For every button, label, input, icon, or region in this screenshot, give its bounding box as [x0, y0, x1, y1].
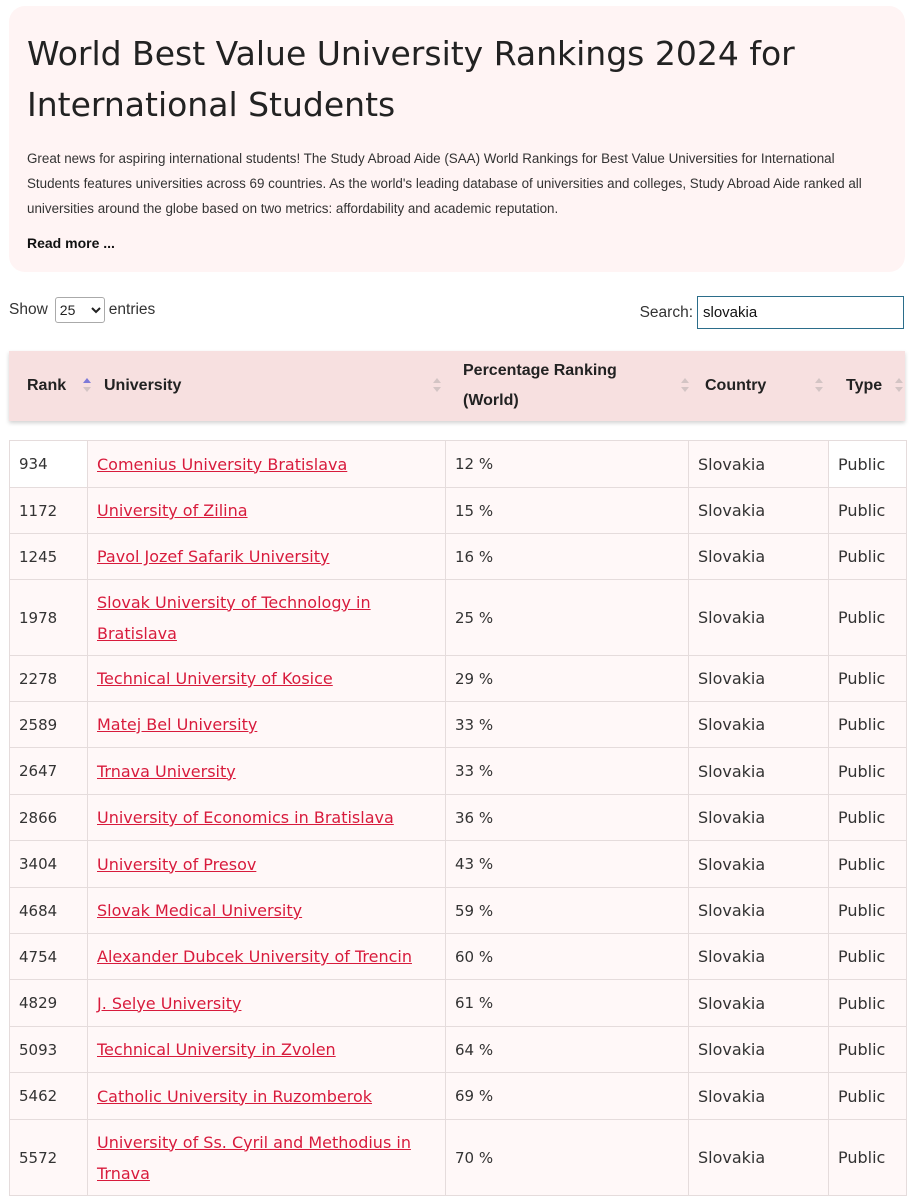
percentage-cell — [445, 1027, 688, 1072]
rank-cell — [10, 841, 87, 887]
table-row — [10, 1120, 906, 1196]
country-value: Slovakia — [698, 854, 766, 874]
university-cell — [87, 580, 445, 655]
rank-cell — [10, 1120, 87, 1195]
rank-cell — [10, 980, 87, 1026]
rank-cell — [10, 441, 87, 487]
university-link[interactable]: Slovak University of Technology in Bratislava — [97, 592, 371, 643]
country-value: Slovakia — [698, 993, 766, 1013]
search-control — [640, 296, 904, 329]
table-row — [10, 980, 906, 1027]
rank-cell — [10, 934, 87, 979]
type-value: Public — [838, 1040, 886, 1059]
university-link[interactable]: Pavol Jozef Safarik University — [97, 547, 330, 566]
table-row — [10, 656, 906, 702]
rank-cell — [10, 488, 87, 533]
rank-cell — [10, 1073, 87, 1119]
search-label: Search: — [639, 303, 693, 321]
type-cell — [828, 1120, 906, 1195]
university-cell — [87, 1027, 445, 1072]
university-link[interactable]: Comenius University Bratislava — [97, 454, 348, 474]
header-university-label: University — [104, 377, 182, 394]
header-country[interactable] — [705, 351, 823, 421]
percentage-value: 33 % — [455, 715, 494, 734]
rank-value: 4684 — [19, 901, 58, 920]
percentage-value: 25 % — [455, 608, 494, 627]
percentage-value: 33 % — [455, 762, 494, 780]
percentage-value: 59 % — [455, 901, 494, 920]
country-cell — [688, 841, 828, 887]
type-cell — [828, 795, 906, 840]
percentage-value: 43 % — [455, 855, 494, 873]
rank-cell — [10, 1027, 87, 1072]
sort-icon — [815, 378, 823, 394]
rank-value: 2278 — [19, 669, 58, 688]
university-link[interactable]: Alexander Dubcek University of Trencin — [97, 947, 412, 966]
type-value: Public — [838, 854, 886, 874]
country-cell — [688, 1073, 828, 1119]
page-title: World Best Value University Rankings 2024 for International Students — [27, 34, 795, 124]
rank-value: 934 — [19, 455, 48, 473]
type-cell — [828, 934, 906, 979]
rank-value: 4829 — [19, 994, 58, 1012]
header-rank-label: Rank — [27, 377, 67, 394]
type-value: Public — [838, 501, 886, 520]
type-value: Public — [838, 669, 886, 688]
header-percentage-label — [463, 356, 617, 416]
type-cell — [828, 580, 906, 655]
country-cell — [688, 888, 828, 933]
university-cell — [87, 841, 445, 887]
entries-select[interactable] — [55, 297, 105, 323]
type-cell — [828, 702, 906, 747]
percentage-cell — [445, 980, 688, 1026]
rank-cell — [10, 748, 87, 794]
university-link[interactable]: University of Presov — [97, 854, 257, 874]
country-cell — [688, 534, 828, 579]
type-value: Public — [838, 947, 886, 966]
country-value: Slovakia — [698, 947, 766, 966]
intro-panel — [9, 6, 905, 272]
show-label: Show — [9, 301, 48, 318]
rank-value: 1172 — [19, 501, 58, 520]
rank-value: 4754 — [19, 947, 58, 966]
table-row — [10, 488, 906, 534]
type-cell — [828, 841, 906, 887]
university-cell — [87, 656, 445, 701]
percentage-cell — [445, 580, 688, 655]
percentage-cell — [445, 441, 688, 487]
country-cell — [688, 580, 828, 655]
country-cell — [688, 934, 828, 979]
type-value: Public — [838, 1086, 886, 1106]
type-value: Public — [838, 1148, 886, 1167]
table-row — [10, 795, 906, 841]
header-university[interactable] — [104, 351, 441, 421]
type-cell — [828, 488, 906, 533]
rank-value: 2647 — [19, 762, 58, 780]
country-cell — [688, 702, 828, 747]
percentage-cell — [445, 1073, 688, 1119]
table-row — [10, 934, 906, 980]
percentage-cell — [445, 702, 688, 747]
country-value: Slovakia — [698, 715, 766, 734]
university-link[interactable]: University of Ss. Cyril and Methodius in Trnava — [97, 1132, 411, 1183]
university-cell — [87, 441, 445, 487]
university-cell — [87, 748, 445, 794]
percentage-value: 69 % — [455, 1087, 494, 1105]
country-cell — [688, 748, 828, 794]
country-value: Slovakia — [698, 901, 766, 920]
country-cell — [688, 656, 828, 701]
table-row — [10, 1027, 906, 1073]
table-row — [10, 748, 906, 795]
university-cell — [87, 488, 445, 533]
rank-cell — [10, 656, 87, 701]
sort-icon — [681, 378, 689, 394]
percentage-cell — [445, 841, 688, 887]
university-link[interactable]: Matej Bel University — [97, 715, 258, 734]
percentage-cell — [445, 795, 688, 840]
sort-asc-icon — [83, 378, 91, 394]
entries-control — [9, 297, 155, 323]
table-row — [10, 580, 906, 656]
rank-cell — [10, 888, 87, 933]
percentage-cell — [445, 888, 688, 933]
percentage-cell — [445, 748, 688, 794]
sort-icon — [895, 378, 903, 394]
table-row — [10, 1073, 906, 1120]
table-row — [10, 441, 906, 488]
type-cell — [828, 656, 906, 701]
type-value: Public — [838, 761, 886, 781]
percentage-value: 15 % — [455, 501, 494, 520]
university-link[interactable]: Technical University of Kosice — [97, 669, 333, 688]
percentage-value: 61 % — [455, 994, 494, 1012]
header-rank[interactable] — [27, 351, 91, 421]
rank-value: 5093 — [19, 1040, 58, 1059]
type-value: Public — [838, 901, 886, 920]
university-cell — [87, 1073, 445, 1119]
rank-value: 3404 — [19, 855, 58, 873]
sort-icon — [433, 378, 441, 394]
country-cell — [688, 441, 828, 487]
university-link[interactable]: Catholic University in Ruzomberok — [97, 1086, 373, 1106]
rank-cell — [10, 580, 87, 655]
type-cell — [828, 1027, 906, 1072]
header-type[interactable] — [846, 351, 901, 421]
university-cell — [87, 980, 445, 1026]
table-row — [10, 534, 906, 580]
results-table — [9, 440, 907, 1196]
percentage-value: 60 % — [455, 947, 494, 966]
country-value: Slovakia — [698, 761, 766, 781]
type-value: Public — [838, 454, 886, 474]
intro-text: Great news for aspiring international students! The Study Abroad Aide (SAA) World Rankings for Best Value Universities for International Students features universities across 69 countries. As the world's leading database of universities and colleges, Study Abroad Aide ranked all universities around the globe based on two metrics: affordability and academic reputation. — [27, 151, 862, 216]
rank-value: 1978 — [19, 608, 58, 627]
header-type-label: Type — [846, 377, 883, 394]
university-cell — [87, 888, 445, 933]
country-value: Slovakia — [698, 1040, 766, 1059]
country-cell — [688, 795, 828, 840]
university-link[interactable]: Trnava University — [97, 761, 236, 781]
table-row — [10, 841, 906, 888]
percentage-value: 12 % — [455, 455, 494, 473]
rank-value: 2589 — [19, 715, 58, 734]
country-value: Slovakia — [698, 1148, 766, 1167]
university-link[interactable]: J. Selye University — [97, 993, 242, 1013]
country-value: Slovakia — [698, 547, 766, 566]
header-percentage-line2: (World) — [463, 392, 519, 409]
type-value: Public — [838, 715, 886, 734]
type-value: Public — [838, 547, 886, 566]
rank-cell — [10, 534, 87, 579]
type-cell — [828, 980, 906, 1026]
country-value: Slovakia — [698, 608, 766, 627]
type-cell — [828, 748, 906, 794]
type-value: Public — [838, 993, 886, 1013]
rank-value: 2866 — [19, 808, 58, 827]
country-value: Slovakia — [698, 808, 766, 827]
university-cell — [87, 795, 445, 840]
table-row — [10, 888, 906, 934]
read-more-link[interactable]: Read more ... — [27, 235, 115, 251]
table-header — [9, 351, 905, 421]
entries-label: entries — [108, 301, 156, 318]
country-cell — [688, 1120, 828, 1195]
percentage-value: 29 % — [455, 669, 494, 688]
search-input[interactable] — [697, 296, 904, 329]
university-link[interactable]: Technical University in Zvolen — [97, 1040, 336, 1059]
table-row — [10, 702, 906, 748]
percentage-value: 36 % — [455, 808, 494, 827]
university-cell — [87, 702, 445, 747]
country-cell — [688, 980, 828, 1026]
type-value: Public — [838, 608, 886, 627]
rank-value: 5572 — [19, 1148, 58, 1167]
country-cell — [688, 488, 828, 533]
header-percentage-line1: Percentage Ranking — [463, 362, 617, 379]
university-link[interactable]: University of Economics in Bratislava — [97, 808, 394, 827]
percentage-cell — [445, 934, 688, 979]
header-country-label: Country — [705, 377, 767, 394]
rank-cell — [10, 795, 87, 840]
type-cell — [828, 1073, 906, 1119]
country-value: Slovakia — [698, 501, 766, 520]
percentage-cell — [445, 1120, 688, 1195]
university-link[interactable]: University of Zilina — [97, 501, 248, 520]
percentage-cell — [445, 656, 688, 701]
university-cell — [87, 934, 445, 979]
percentage-value: 16 % — [455, 547, 494, 566]
rank-value: 1245 — [19, 547, 58, 566]
percentage-value: 64 % — [455, 1040, 494, 1059]
country-value: Slovakia — [698, 669, 766, 688]
country-value: Slovakia — [698, 454, 766, 474]
rank-cell — [10, 702, 87, 747]
type-cell — [828, 441, 906, 487]
type-value: Public — [838, 808, 886, 827]
university-cell — [87, 534, 445, 579]
type-cell — [828, 534, 906, 579]
university-link[interactable]: Slovak Medical University — [97, 901, 303, 920]
type-cell — [828, 888, 906, 933]
country-cell — [688, 1027, 828, 1072]
percentage-cell — [445, 488, 688, 533]
percentage-cell — [445, 534, 688, 579]
rank-value: 5462 — [19, 1087, 58, 1105]
percentage-value: 70 % — [455, 1148, 494, 1167]
university-cell — [87, 1120, 445, 1195]
country-value: Slovakia — [698, 1086, 766, 1106]
header-percentage[interactable] — [463, 351, 689, 421]
